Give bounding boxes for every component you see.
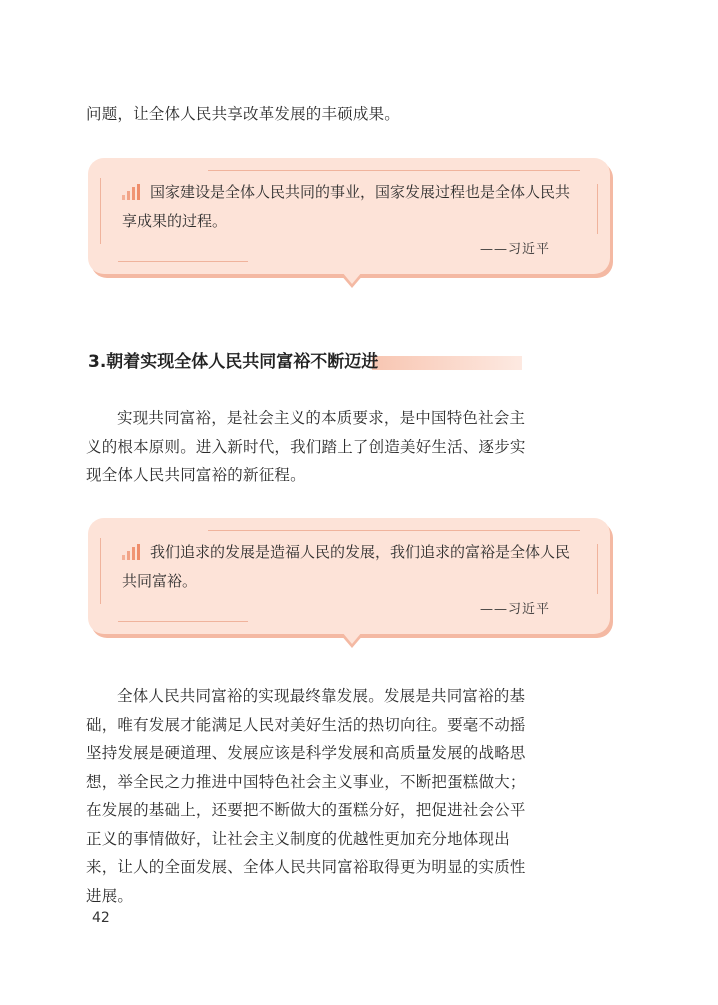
continued-paragraph: 问题，让全体人民共享改革发展的丰硕成果。 — [86, 105, 401, 123]
quote-author: ——习近平 — [479, 602, 550, 617]
heading-decoration — [372, 356, 522, 370]
quote-box — [88, 158, 610, 274]
quote-author: ——习近平 — [479, 242, 550, 257]
section-heading: 3.朝着实现全体人民共同富裕不断迈进 — [88, 352, 379, 372]
page-number: 42 — [92, 910, 110, 926]
body-paragraph: 全体人民共同富裕的实现最终靠发展。发展是共同富裕的基础，唯有发展才能满足人民对美好生活的热切向往。要毫不动摇坚持发展是硬道理、发展应该是科学发展和高质量发展的战略思想，举全民之力推进中国特色社会主义事业，不断把蛋糕做大；在发展的基础上，还要把不断做大的蛋糕分好，把促进社会公平正义的事情做好，让社会主义制度的优越性更加充分地体现出来，让人的全面发展、全体人民共同富裕取得更为明显的实质性进展。 — [86, 687, 526, 905]
quote-box — [88, 518, 610, 634]
quote-text: 国家建设是全体人民共同的事业，国家发展过程也是全体人民共享成果的过程。 — [122, 183, 571, 230]
body-paragraph: 实现共同富裕，是社会主义的本质要求，是中国特色社会主义的根本原则。进入新时代，我们踏上了创造美好生活、逐步实现全体人民共同富裕的新征程。 — [86, 409, 526, 484]
quote-text: 我们追求的发展是造福人民的发展，我们追求的富裕是全体人民共同富裕。 — [122, 543, 571, 590]
